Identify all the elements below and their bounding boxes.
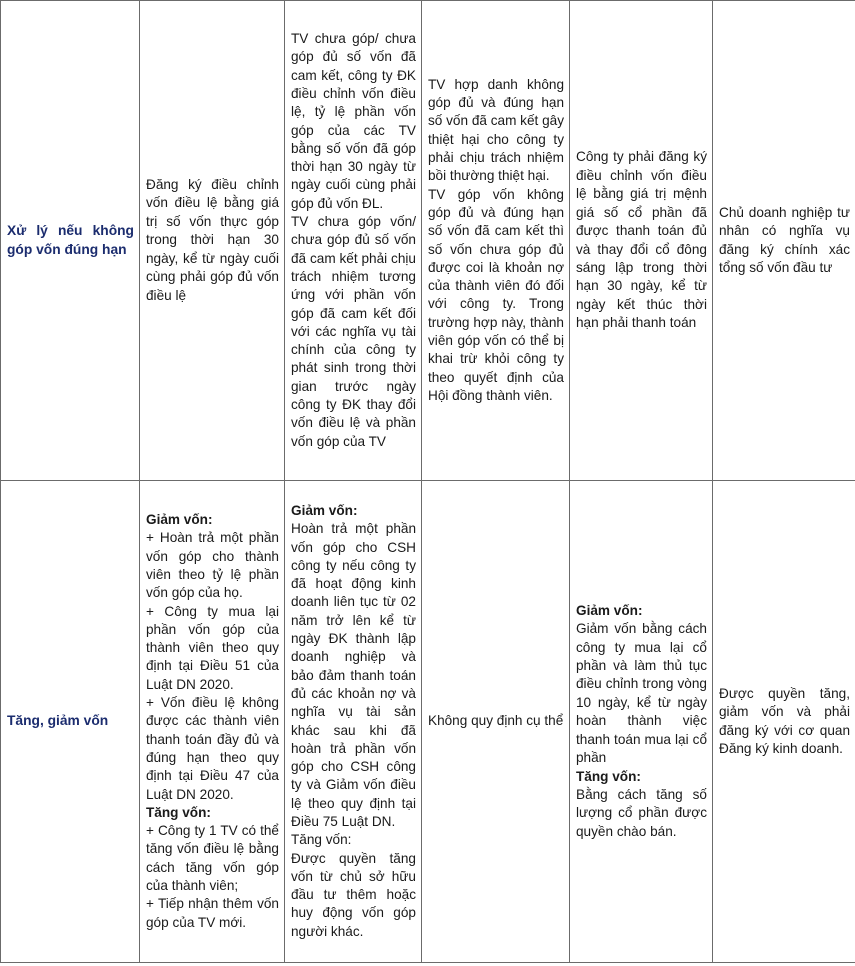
section-label: Giảm vốn: [576, 602, 643, 618]
list-item: + Hoàn trả một phần vốn góp cho thành viên theo tỷ lệ phần vốn góp của họ. [146, 530, 279, 601]
cell-col3-capital-change [285, 481, 422, 963]
table-row-capital-change [1, 481, 855, 963]
section-label: Tăng vốn: [291, 832, 352, 848]
cell-col5-late-contribution [570, 1, 713, 481]
cell-paragraph: TV hợp danh không góp đủ và đúng hạn số vốn đã cam kết gây thiệt hại cho công ty phải chịu trách nhiệm bồi thường thiệt hại. [428, 76, 565, 184]
section-label: Giảm vốn: [146, 512, 213, 528]
cell-col5-capital-change [570, 481, 713, 963]
list-item: + Tiếp nhận thêm vốn góp của TV mới. [146, 896, 279, 930]
cell-paragraph: Được quyền tăng vốn từ chủ sở hữu đầu tư thêm hoặc huy động vốn góp người khác. [291, 850, 416, 939]
cell-paragraph: TV chưa góp vốn/ chưa góp đủ số vốn đã cam kết phải chịu trách nhiệm tương ứng với phần vốn góp đã cam kết đối với các nghĩa vụ tài chính của công ty phát sinh trong thời gian trước ngày công ty ĐK thay đổi vốn điều lệ và phần vốn góp của TV [291, 214, 416, 449]
cell-paragraph: Giảm vốn bằng cách công ty mua lại cổ phần và làm thủ tục điều chỉnh trong vòng 10 ngày, kể từ ngày hoàn thành việc thanh toán mua lại cổ phần [576, 621, 707, 766]
table-row-late-contribution [1, 1, 855, 481]
cell-col6-capital-change [713, 481, 855, 963]
cell-text: Chủ doanh nghiệp tư nhân có nghĩa vụ đăng ký chính xác tổng số vốn đầu tư [719, 204, 850, 275]
list-item: + Vốn điều lệ không được các thành viên thanh toán đầy đủ và đúng hạn theo quy định tại Điều 47 của Luật DN 2020. [146, 695, 279, 802]
section-label: Tăng vốn: [576, 768, 641, 784]
cell-paragraph: TV chưa góp/ chưa góp đủ số vốn đã cam kết, công ty ĐK điều chỉnh vốn điều lệ, tỷ lệ phần vốn góp của các TV bằng số vốn đã góp thời hạn 30 ngày từ ngày cuối cùng phải góp đủ vốn ĐL. [291, 31, 416, 211]
cell-col4-capital-change [422, 481, 570, 963]
section-label: Giảm vốn: [291, 502, 358, 518]
cell-col3-late-contribution [285, 1, 422, 481]
list-item: + Công ty mua lại phần vốn góp của thành viên theo quy định tại Điều 51 của Luật DN 2020. [146, 603, 279, 692]
cell-col2-late-contribution [140, 1, 285, 481]
cell-paragraph: TV góp vốn không góp đủ và đúng hạn số vốn đã cam kết thì số vốn chưa góp đủ được coi là khoản nợ của thành viên đó đối với công ty. Trong trường hợp này, thành viên góp vốn có thể bị khai trừ khỏi công ty theo quyết định của Hội đồng thành viên. [428, 186, 564, 403]
cell-text: Không quy định cụ thể [428, 713, 564, 729]
cell-paragraph: Bằng cách tăng số lượng cổ phần được quyền chào bán. [576, 786, 707, 839]
cell-col2-capital-change [140, 481, 285, 963]
cell-col6-late-contribution [713, 1, 855, 481]
cell-col4-late-contribution [422, 1, 570, 481]
cell-text: Công ty phải đăng ký điều chỉnh vốn điều lệ bằng giá trị mệnh giá số cổ phần đã được thanh toán đủ và thay đổi cổ đông sáng lập trong thời hạn 30 ngày, kể từ ngày kết thúc thời hạn phải thanh toán [576, 149, 707, 331]
cell-text: Được quyền tăng, giảm vốn và phải đăng ký với cơ quan Đăng ký kinh doanh. [719, 685, 850, 756]
section-label: Tăng vốn: [146, 804, 211, 820]
list-item: + Công ty 1 TV có thể tăng vốn điều lệ bằng cách tăng vốn góp của thành viên; [146, 823, 279, 894]
row-heading-capital-change: Tăng, giảm vốn [1, 481, 140, 963]
row-heading-late-contribution: Xử lý nếu không góp vốn đúng hạn [1, 1, 140, 481]
cell-paragraph: Hoàn trả một phần vốn góp cho CSH công ty nếu công ty đã hoạt động kinh doanh liên tục từ 02 năm trở lên kể từ ngày ĐK thành lập doanh nghiệp và bảo đảm thanh toán đủ các khoản nợ và nghĩa vụ tài sản khác sau khi đã hoàn trả phần vốn góp cho CSH công ty và Giảm vốn điều lệ theo quy định tại Điều 75 Luật DN. [291, 521, 416, 829]
cell-text: Đăng ký điều chỉnh vốn điều lệ bằng giá trị số vốn thực góp trong thời hạn 30 ngày, kể từ ngày cuối cùng phải góp đủ vốn điều lệ [146, 177, 279, 303]
